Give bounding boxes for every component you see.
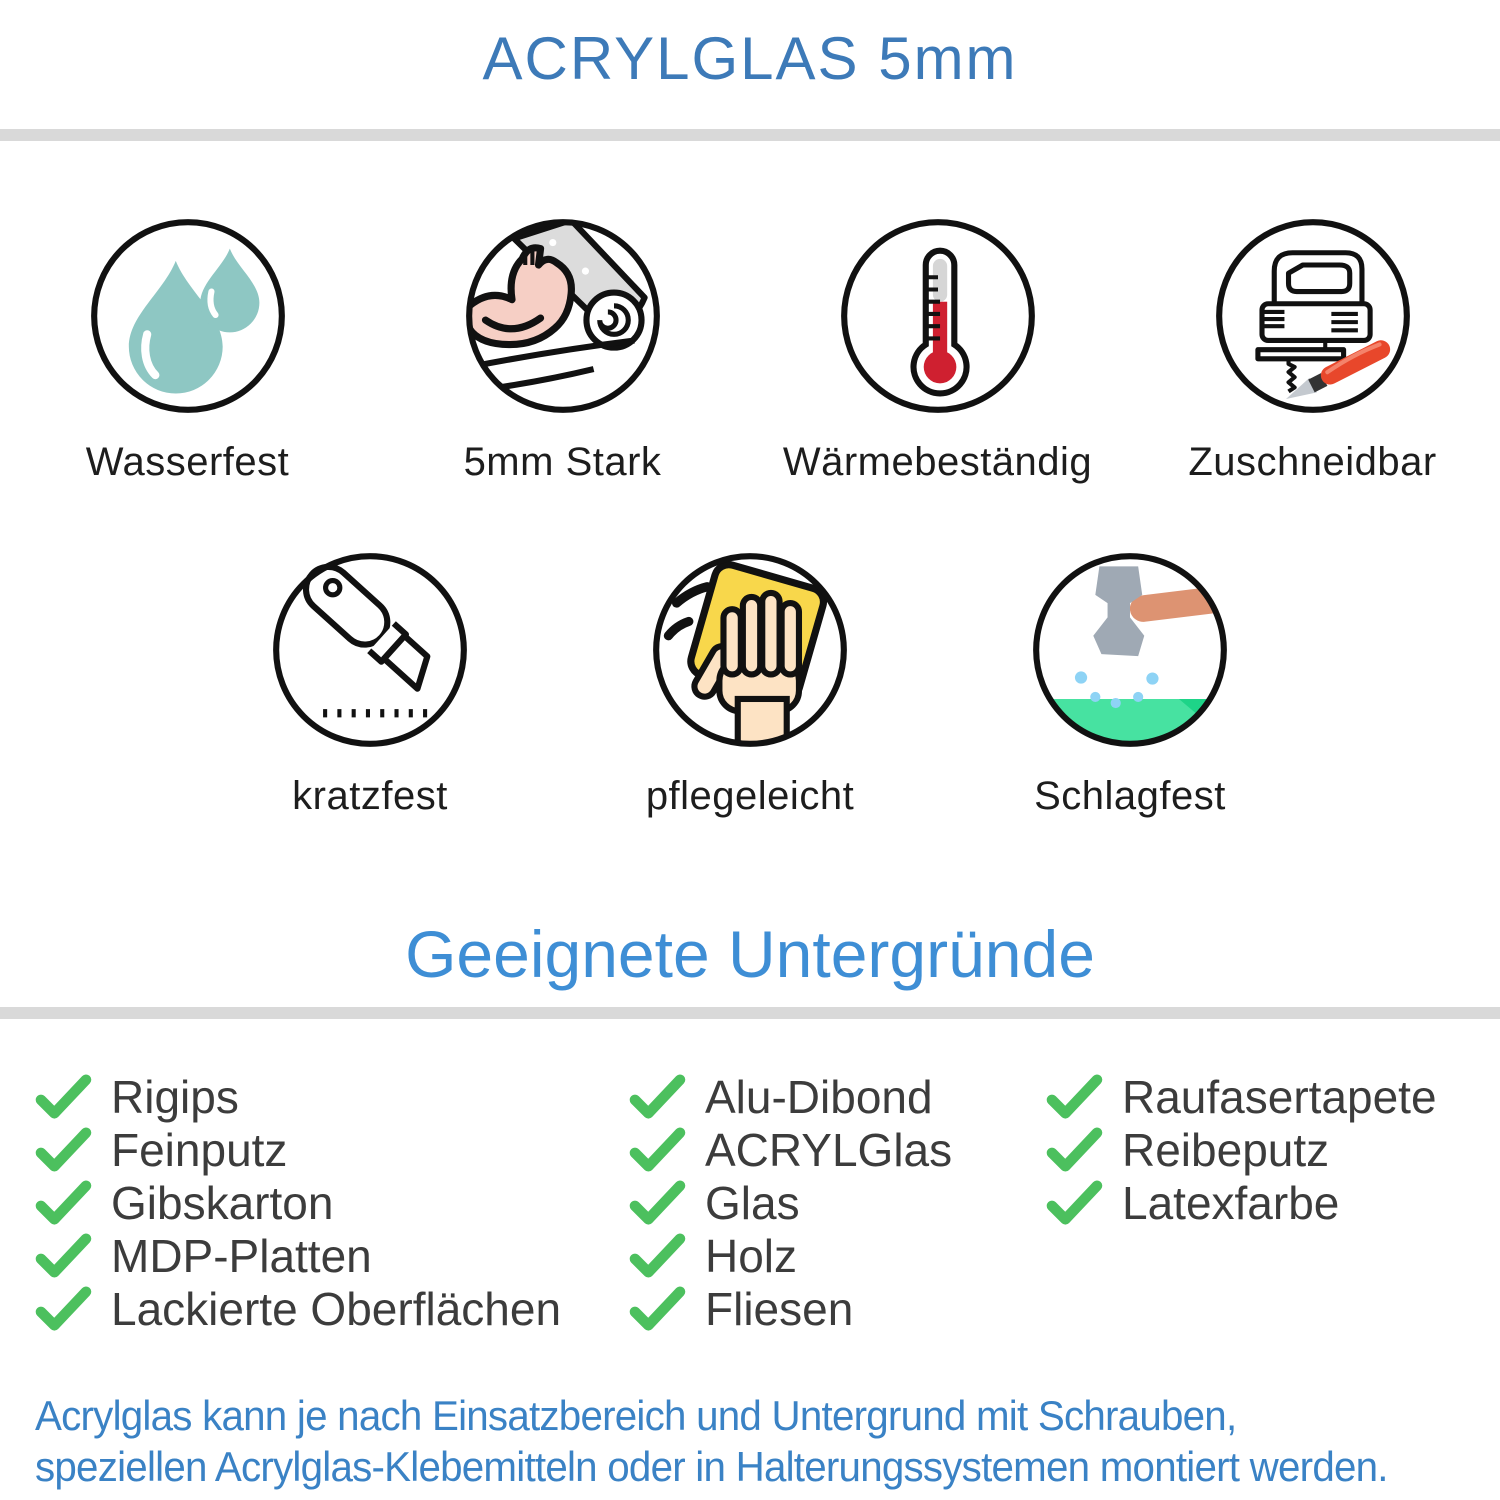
check-icon [1044, 1180, 1104, 1226]
hammer-impact-icon [1028, 548, 1232, 752]
check-icon [627, 1074, 687, 1120]
substrate-item [33, 1229, 561, 1282]
mounting-note [35, 1390, 1437, 1492]
top-divider-bar [0, 129, 1500, 141]
check-icon [627, 1233, 687, 1279]
feature-row-1 [0, 214, 1500, 485]
feature-label: Schlagfest [1034, 774, 1226, 818]
substrate-label: Glas [705, 1176, 800, 1229]
substrate-label: MDP-Platten [111, 1229, 372, 1282]
strong-arm-roll-icon [461, 214, 665, 418]
substrates-section-title: Geeignete Untergründe [405, 917, 1095, 991]
substrate-item [33, 1070, 561, 1123]
substrate-item [627, 1282, 952, 1335]
substrate-item [627, 1229, 952, 1282]
substrate-label: Rigips [111, 1070, 239, 1123]
substrates-column-3 [1044, 1070, 1437, 1229]
substrate-label: Lackierte Oberflächen [111, 1282, 562, 1335]
substrate-item [33, 1282, 561, 1335]
feature-label: kratzfest [292, 774, 448, 818]
utility-knife-icon [268, 548, 472, 752]
substrate-item [1044, 1176, 1437, 1229]
feature-row-2 [180, 548, 1320, 819]
substrate-item [1044, 1123, 1437, 1176]
check-icon [33, 1127, 93, 1173]
substrate-item [627, 1176, 952, 1229]
substrate-label: Gibskarton [111, 1176, 334, 1229]
substrate-item [627, 1123, 952, 1176]
substrate-item [33, 1176, 561, 1229]
mounting-note-line-1: Acrylglas kann je nach Einsatzbereich und Untergrund mit Schrauben, [35, 1392, 1237, 1439]
jigsaw-and-knife-icon [1211, 214, 1415, 418]
check-icon [33, 1233, 93, 1279]
water-drops-icon [86, 214, 290, 418]
feature-label: Wasserfest [85, 440, 290, 484]
feature-label: Wärmebeständig [782, 440, 1093, 484]
check-icon [33, 1286, 93, 1332]
check-icon [33, 1074, 93, 1120]
feature-item-schlagfest [940, 548, 1320, 819]
substrate-label: Feinputz [111, 1123, 288, 1176]
feature-item-zuschneidbar [1125, 214, 1500, 485]
page-title: ACRYLGLAS 5mm [482, 25, 1018, 92]
feature-label: 5mm Stark [463, 440, 662, 484]
substrate-label: Reibeputz [1122, 1123, 1330, 1176]
check-icon [627, 1286, 687, 1332]
feature-item-waermebestaendig [750, 214, 1125, 485]
substrate-label: Alu-Dibond [705, 1070, 933, 1123]
feature-label: Zuschneidbar [1188, 440, 1437, 484]
mounting-note-line-2: speziellen Acrylglas-Klebemitteln oder in Halterungssystemen montiert werden. [35, 1443, 1388, 1490]
check-icon [33, 1180, 93, 1226]
substrate-item [1044, 1070, 1437, 1123]
feature-label: pflegeleicht [645, 774, 855, 818]
substrate-item [627, 1070, 952, 1123]
substrate-label: Raufasertapete [1122, 1070, 1437, 1123]
substrates-column-1 [33, 1070, 561, 1335]
substrate-label: Latexfarbe [1122, 1176, 1340, 1229]
check-icon [627, 1127, 687, 1173]
feature-item-pflegeleicht [560, 548, 940, 819]
substrate-label: ACRYLGlas [705, 1123, 953, 1176]
substrates-column-2 [627, 1070, 952, 1335]
cleaning-hand-icon [648, 548, 852, 752]
substrate-label: Fliesen [705, 1282, 854, 1335]
feature-item-wasserfest [0, 214, 375, 485]
check-icon [627, 1180, 687, 1226]
substrate-label: Holz [705, 1229, 798, 1282]
check-icon [1044, 1074, 1104, 1120]
check-icon [1044, 1127, 1104, 1173]
substrates-divider-bar [0, 1007, 1500, 1019]
thermometer-icon [836, 214, 1040, 418]
feature-item-5mm-stark [375, 214, 750, 485]
feature-item-kratzfest [180, 548, 560, 819]
substrate-item [33, 1123, 561, 1176]
